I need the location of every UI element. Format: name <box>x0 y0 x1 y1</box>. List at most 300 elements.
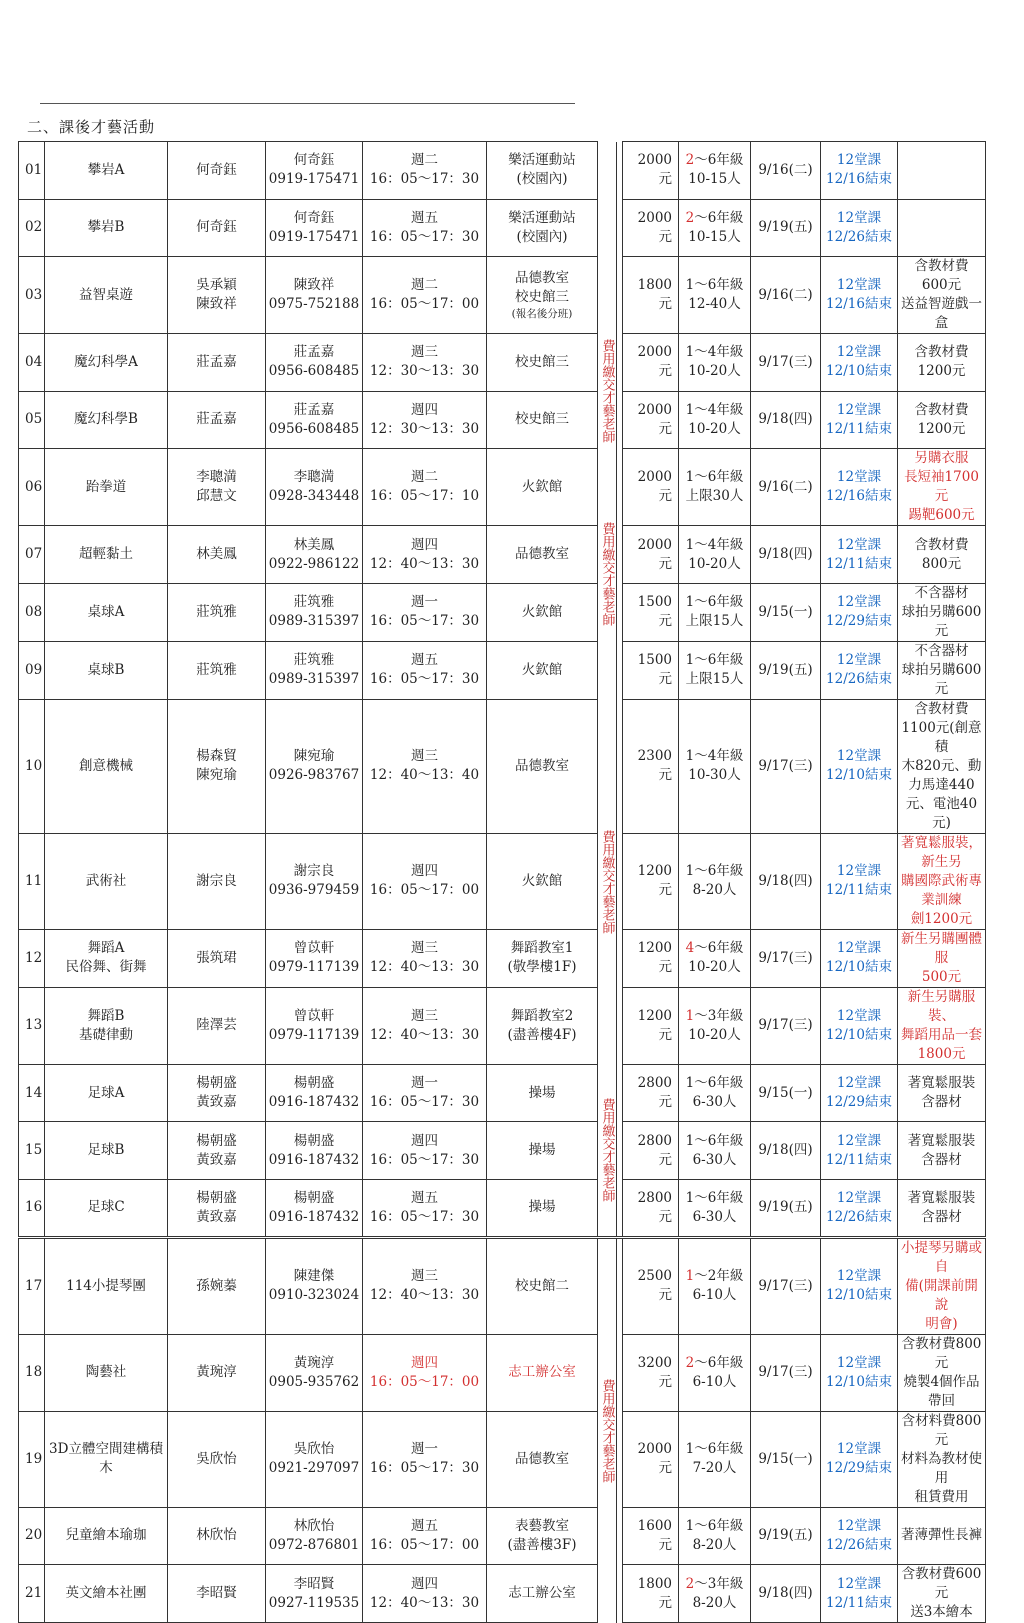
start-date: 9/15(一) <box>751 1064 821 1122</box>
grade-range <box>681 651 748 670</box>
schedule <box>363 1179 487 1237</box>
end-date: 12/11結束 <box>826 882 892 899</box>
contact-line: 0972-876801 <box>268 1536 360 1553</box>
remark <box>898 1179 986 1237</box>
location-line: 火欽館 <box>521 661 563 678</box>
grade-start: 2 <box>685 1575 695 1592</box>
schedule-time: 16：05～17：00 <box>369 882 480 899</box>
contact-line: 0975-752188 <box>268 296 360 313</box>
teacher <box>168 583 266 641</box>
grade-rest: 1～6年級 <box>685 1441 744 1457</box>
remark <box>898 1064 986 1122</box>
grade-range <box>681 1575 748 1594</box>
schedule-day: 週一 <box>411 1075 438 1092</box>
schedule-time: 16：05～17：00 <box>369 296 480 313</box>
contact <box>266 449 363 526</box>
end-date: 12/10結束 <box>826 959 892 976</box>
contact-line: 曾苡軒 <box>293 1007 335 1024</box>
grade-quota <box>679 1179 751 1237</box>
session-count: 12堂課 <box>836 209 882 226</box>
row-number: 01 <box>19 142 45 200</box>
activity-name-line: 桌球A <box>87 603 125 620</box>
grade-quota <box>679 1334 751 1411</box>
sessions <box>821 334 898 392</box>
remark-line: 燒製4個作品帶回 <box>903 1373 980 1409</box>
start-date: 9/16(二) <box>751 257 821 334</box>
schedule-day: 週五 <box>411 1189 438 1206</box>
location-line: 校史館三 <box>515 289 569 306</box>
end-date: 12/11結束 <box>826 1151 892 1168</box>
end-date: 12/11結束 <box>826 555 892 572</box>
fee: 2000元 <box>623 526 679 584</box>
quota: 6-30人 <box>692 1208 737 1225</box>
teacher-line: 謝宗良 <box>196 872 237 889</box>
end-date: 12/10結束 <box>826 1287 892 1303</box>
remark <box>898 1507 986 1565</box>
row-number: 12 <box>19 929 45 987</box>
fee: 2000元 <box>623 391 679 449</box>
remark <box>898 334 986 392</box>
contact-line: 楊朝盛 <box>293 1189 335 1206</box>
activity-name <box>45 199 168 257</box>
location-line: 操場 <box>528 1199 556 1216</box>
quota: 6-10人 <box>692 1373 737 1390</box>
activity-table <box>18 141 986 1623</box>
teacher <box>168 142 266 200</box>
session-count: 12堂課 <box>836 1075 882 1092</box>
contact-line: 0905-935762 <box>268 1373 360 1390</box>
start-date: 9/19(五) <box>751 1507 821 1565</box>
remark-line: 著寬鬆服裝 <box>907 1075 976 1092</box>
remark <box>898 1237 986 1334</box>
remark-line: 600元 <box>921 277 962 294</box>
contact-line: 何奇鈺 <box>293 209 335 226</box>
start-date: 9/18(四) <box>751 391 821 449</box>
schedule <box>363 334 487 392</box>
table-row <box>19 257 986 334</box>
fee: 2000元 <box>623 1411 679 1507</box>
end-date: 12/29結束 <box>826 613 892 630</box>
end-date: 12/11結束 <box>826 1594 892 1611</box>
contact-line: 0922-986122 <box>268 555 360 572</box>
quota: 6-30人 <box>692 1094 737 1111</box>
grade-start: 2 <box>685 152 695 169</box>
location-line: 品德教室 <box>515 757 569 774</box>
remark-line: 不含器材 <box>914 642 969 659</box>
start-date: 9/17(三) <box>751 334 821 392</box>
grade-rest: 1～6年級 <box>685 1517 744 1534</box>
session-count: 12堂課 <box>836 940 882 957</box>
location <box>487 987 598 1064</box>
schedule <box>363 833 487 929</box>
contact-line: 0919-175471 <box>268 228 360 245</box>
schedule-day: 週四 <box>411 536 438 553</box>
contact-line: 陳致祥 <box>293 277 335 294</box>
contact <box>266 257 363 334</box>
grade-rest: 1～6年級 <box>685 652 744 669</box>
activity-name <box>45 1237 168 1334</box>
teacher-line: 陸澤芸 <box>196 1017 237 1034</box>
schedule <box>363 1237 487 1334</box>
remark <box>898 257 986 334</box>
end-date: 12/26結束 <box>826 228 892 245</box>
remark-line: 送3本繪本 <box>910 1604 973 1621</box>
schedule-day: 週四 <box>411 1575 438 1592</box>
remark-line: 800元 <box>921 555 962 572</box>
remark-line: 長短袖1700元 <box>904 469 979 505</box>
remark-line: 球拍另購600元 <box>901 661 982 697</box>
teacher <box>168 526 266 584</box>
end-date: 12/29結束 <box>826 1094 892 1111</box>
teacher-line: 吳承穎 <box>196 277 237 294</box>
sessions <box>821 929 898 987</box>
activity-name <box>45 1411 168 1507</box>
remark-line: 著薄彈性長褲 <box>901 1527 982 1544</box>
table-row <box>19 142 986 200</box>
teacher-line: 吳欣怡 <box>196 1450 237 1467</box>
section-title: 二、課後才藝活動 <box>27 118 156 136</box>
fee: 3200元 <box>623 1334 679 1411</box>
location-line: (敬學樓1F) <box>507 959 577 976</box>
fee: 2500元 <box>623 1237 679 1334</box>
activity-name-line: 英文繪本社團 <box>65 1585 147 1602</box>
table-row <box>19 583 986 641</box>
schedule <box>363 987 487 1064</box>
fee: 1800元 <box>623 1565 679 1623</box>
activity-name-line: 跆拳道 <box>85 478 127 495</box>
table-row <box>19 1237 986 1334</box>
remark-line: 500元 <box>921 968 962 985</box>
start-date: 9/18(四) <box>751 1122 821 1180</box>
grade-range <box>681 1132 748 1151</box>
remark-line: 含器材 <box>921 1094 962 1111</box>
remark-line: 租賃費用 <box>914 1488 969 1505</box>
fee: 1500元 <box>623 641 679 699</box>
row-number: 16 <box>19 1179 45 1237</box>
start-date: 9/15(一) <box>751 583 821 641</box>
quota: 上限30人 <box>685 488 744 505</box>
schedule-day: 週二 <box>411 469 438 486</box>
grade-quota <box>679 449 751 526</box>
teacher <box>168 699 266 833</box>
quota: 10-15人 <box>688 228 741 245</box>
schedule-day: 週五 <box>411 1517 438 1534</box>
session-count: 12堂課 <box>836 748 882 765</box>
top-rule <box>40 103 575 104</box>
contact-line: 0956-608485 <box>268 420 360 437</box>
remark-line: 著寬鬆服裝 <box>907 1189 976 1206</box>
row-number: 20 <box>19 1507 45 1565</box>
grade-rest: 1～6年級 <box>685 469 744 486</box>
contact-line: 莊筑雅 <box>293 652 335 669</box>
schedule-time: 16：05～17：30 <box>369 171 480 188</box>
grade-rest: 1～6年級 <box>685 1132 744 1149</box>
fee: 1200元 <box>623 929 679 987</box>
activity-name <box>45 449 168 526</box>
remark <box>898 1122 986 1180</box>
grade-rest: 1～6年級 <box>685 1075 744 1092</box>
remark-line: 另購衣服 <box>914 450 969 467</box>
remark-line: 含教材費 <box>914 536 969 553</box>
grade-range <box>681 1354 748 1373</box>
contact-line: 0919-175471 <box>268 171 360 188</box>
start-date: 9/16(二) <box>751 142 821 200</box>
grade-quota <box>679 199 751 257</box>
teacher-line: 莊孟嘉 <box>196 411 237 428</box>
teacher <box>168 987 266 1064</box>
contact <box>266 1507 363 1565</box>
sessions <box>821 1565 898 1623</box>
remark <box>898 142 986 200</box>
session-count: 12堂課 <box>836 1354 882 1371</box>
schedule <box>363 257 487 334</box>
grade-range <box>681 343 748 362</box>
location <box>487 257 598 334</box>
remark <box>898 199 986 257</box>
location-line: 品德教室 <box>515 1450 569 1467</box>
schedule <box>363 641 487 699</box>
activity-name <box>45 257 168 334</box>
activity-name <box>45 391 168 449</box>
grade-range <box>681 1074 748 1093</box>
remark <box>898 1411 986 1507</box>
teacher-line: 邱慧文 <box>196 488 237 505</box>
grade-rest: 1～4年級 <box>685 536 744 553</box>
grade-range <box>681 151 748 170</box>
teacher <box>168 257 266 334</box>
teacher <box>168 1064 266 1122</box>
location <box>487 641 598 699</box>
grade-quota <box>679 1411 751 1507</box>
grade-range <box>681 939 748 958</box>
start-date: 9/19(五) <box>751 1179 821 1237</box>
schedule-day: 週一 <box>411 1441 438 1457</box>
sessions <box>821 1411 898 1507</box>
remark-line: 含教材費1200元 <box>914 401 969 437</box>
grade-quota <box>679 391 751 449</box>
table-row <box>19 987 986 1064</box>
grade-range <box>681 747 748 766</box>
grade-range <box>681 536 748 555</box>
location-line: 校史館三 <box>515 411 569 428</box>
grade-quota <box>679 142 751 200</box>
fee: 2000元 <box>623 199 679 257</box>
grade-rest: ～6年級 <box>694 152 744 169</box>
quota: 8-20人 <box>692 1536 737 1553</box>
contact <box>266 199 363 257</box>
activity-name-line: 足球C <box>87 1199 125 1216</box>
sessions <box>821 391 898 449</box>
activity-name-line: 益智桌遊 <box>79 286 133 303</box>
activity-name <box>45 1122 168 1180</box>
location <box>487 199 598 257</box>
contact-line: 楊朝盛 <box>293 1132 335 1149</box>
location-line: 火欽館 <box>521 478 563 495</box>
schedule-day: 週三 <box>411 344 438 361</box>
contact <box>266 1411 363 1507</box>
session-count: 12堂課 <box>836 863 882 880</box>
grade-rest: ～6年級 <box>694 1354 744 1371</box>
grade-quota <box>679 833 751 929</box>
remark-line: 備(開課前開說 <box>905 1277 978 1313</box>
location <box>487 1334 598 1411</box>
schedule <box>363 1565 487 1623</box>
end-date: 12/26結束 <box>826 1536 892 1553</box>
activity-name-line: 武術社 <box>85 872 127 889</box>
row-number: 15 <box>19 1122 45 1180</box>
remark-line: 購國際武術專業訓練 <box>901 872 982 908</box>
schedule-time: 16：05～17：30 <box>369 1208 480 1225</box>
quota: 10-20人 <box>688 420 741 437</box>
sessions <box>821 1507 898 1565</box>
sessions <box>821 1237 898 1334</box>
contact-line: 0910-323024 <box>268 1287 360 1303</box>
teacher-line: 張筑珺 <box>196 949 237 966</box>
contact-line: 0989-315397 <box>268 671 360 688</box>
contact <box>266 142 363 200</box>
sessions <box>821 526 898 584</box>
quota: 6-30人 <box>692 1151 737 1168</box>
location-line: 舞蹈教室1 <box>510 940 574 957</box>
contact-line: 吳欣怡 <box>293 1441 335 1457</box>
grade-quota <box>679 929 751 987</box>
activity-name <box>45 526 168 584</box>
activity-name <box>45 334 168 392</box>
contact <box>266 334 363 392</box>
remark-line: 著寬鬆服裝 <box>907 1132 976 1149</box>
fee: 1500元 <box>623 583 679 641</box>
quota: 10-20人 <box>688 959 741 976</box>
teacher-line: 楊朝盛 <box>196 1132 237 1149</box>
payment-note: 費用繳交才藝老師 <box>598 449 617 700</box>
activity-name-line: 創意機械 <box>79 757 133 774</box>
schedule-day: 週五 <box>411 652 438 669</box>
start-date: 9/18(四) <box>751 833 821 929</box>
schedule-time: 16：05～17：30 <box>369 613 480 630</box>
schedule <box>363 1064 487 1122</box>
teacher-line: 楊朝盛 <box>196 1075 237 1092</box>
session-count: 12堂課 <box>836 652 882 669</box>
schedule-day: 週二 <box>411 277 438 294</box>
activity-name-line: 魔幻科學B <box>74 411 138 428</box>
location-line: 火欽館 <box>521 872 563 889</box>
teacher-line: 林美鳳 <box>196 546 237 563</box>
teacher <box>168 929 266 987</box>
activity-name <box>45 1179 168 1237</box>
teacher-line: 莊孟嘉 <box>196 353 237 370</box>
remark-line: 含教材費1100元(創意積 <box>901 700 982 755</box>
schedule-day: 週四 <box>411 1132 438 1149</box>
grade-range <box>681 209 748 228</box>
table-row <box>19 199 986 257</box>
schedule <box>363 1334 487 1411</box>
row-number: 04 <box>19 334 45 392</box>
contact <box>266 1064 363 1122</box>
grade-quota <box>679 987 751 1064</box>
contact <box>266 1122 363 1180</box>
remark <box>898 699 986 833</box>
location <box>487 1237 598 1334</box>
teacher-line: 李昭賢 <box>196 1585 237 1602</box>
teacher <box>168 1565 266 1623</box>
grade-range <box>681 1440 748 1459</box>
fee: 2000元 <box>623 449 679 526</box>
end-date: 12/16結束 <box>826 171 892 188</box>
teacher-line: 黃致嘉 <box>196 1208 237 1225</box>
grade-rest: 1～6年級 <box>685 863 744 880</box>
grade-start: 1 <box>685 1007 695 1024</box>
remark-line: 元、電池40元) <box>905 795 978 831</box>
row-number: 14 <box>19 1064 45 1122</box>
location-line: (校園內) <box>516 171 568 188</box>
table-row <box>19 334 986 392</box>
start-date: 9/19(五) <box>751 641 821 699</box>
schedule-day: 週三 <box>411 940 438 957</box>
location <box>487 391 598 449</box>
activity-name <box>45 641 168 699</box>
grade-range <box>681 468 748 487</box>
location <box>487 1122 598 1180</box>
table-row <box>19 526 986 584</box>
schedule-day: 週二 <box>411 152 438 169</box>
location-line: 火欽館 <box>521 603 563 620</box>
contact-line: 0916-187432 <box>268 1208 360 1225</box>
schedule <box>363 526 487 584</box>
activity-name-line: 陶藝社 <box>85 1364 127 1380</box>
payment-note: 費用繳交才藝老師 <box>598 699 617 1064</box>
start-date: 9/15(一) <box>751 1411 821 1507</box>
schedule <box>363 391 487 449</box>
contact <box>266 833 363 929</box>
schedule-time: 16：05～17：30 <box>369 1094 480 1111</box>
activity-name-line: 攀岩B <box>87 219 125 236</box>
contact-line: 林美鳳 <box>293 536 335 553</box>
schedule-time: 16：05～17：30 <box>369 1151 480 1168</box>
row-number: 21 <box>19 1565 45 1623</box>
sessions <box>821 199 898 257</box>
contact-line: 0926-983767 <box>268 767 360 784</box>
contact-line: 0921-297097 <box>268 1460 360 1476</box>
schedule-day: 週三 <box>411 1268 438 1284</box>
remark <box>898 833 986 929</box>
quota: 7-20人 <box>692 1460 737 1476</box>
remark-line: 含器材 <box>921 1208 962 1225</box>
schedule-time: 12：30～13：30 <box>369 363 480 380</box>
remark-line: 含教材費 <box>914 258 969 275</box>
contact <box>266 583 363 641</box>
schedule-day: 週四 <box>411 863 438 880</box>
table-row <box>19 833 986 929</box>
payment-note: 費用繳交才藝老師 <box>598 334 617 449</box>
row-number: 10 <box>19 699 45 833</box>
activity-name <box>45 1507 168 1565</box>
table-row <box>19 1122 986 1180</box>
remark-line: 不含器材 <box>914 584 969 601</box>
contact-line: 莊孟嘉 <box>293 401 335 418</box>
quota: 10-20人 <box>688 363 741 380</box>
activity-name-line: 足球B <box>87 1142 125 1159</box>
remark-line: 著寬鬆服裝，新生另 <box>901 834 982 870</box>
activity-name-line: 舞蹈B <box>87 1007 125 1024</box>
fee: 2300元 <box>623 699 679 833</box>
remark <box>898 583 986 641</box>
location <box>487 334 598 392</box>
teacher-line: 黃致嘉 <box>196 1151 237 1168</box>
teacher <box>168 334 266 392</box>
schedule <box>363 583 487 641</box>
schedule-time: 12：40～13：30 <box>369 1594 480 1611</box>
payment-note: 費用繳交才藝老師 <box>598 1237 617 1623</box>
